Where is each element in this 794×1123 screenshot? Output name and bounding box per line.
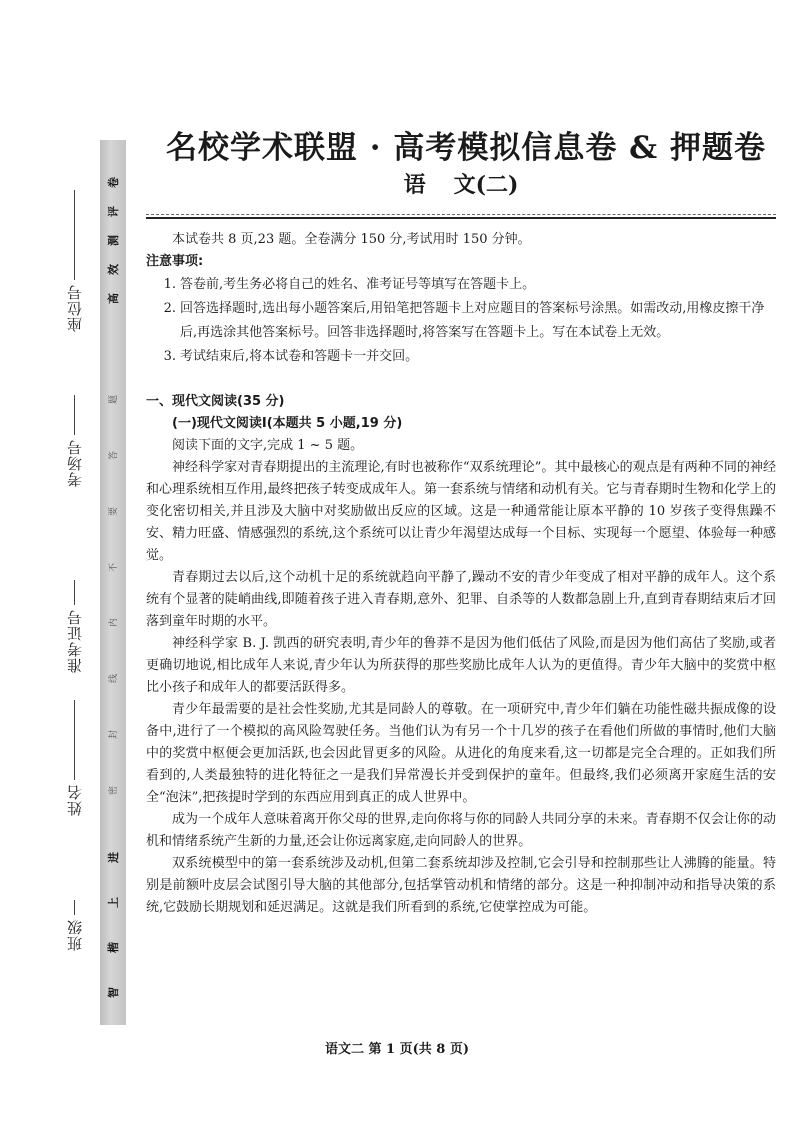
seal-char: 题 xyxy=(109,394,120,405)
notice-text: 考试结束后,将本试卷和答题卡一并交回。 xyxy=(180,349,419,364)
fill-line xyxy=(74,190,75,280)
fill-line xyxy=(74,900,75,915)
passage-paragraph: 双系统模型中的第一套系统涉及动机,但第二套系统却涉及控制,它会引导和控制那些让人沸腾的能量。特别是前额叶皮层会试图引导大脑的其他部分,包括掌管动机和情绪的部分。这是一种抑制冲动和指导决策的系统,它鼓励长期规划和延迟满足。这就是我们所看到的系统,它使掌控成为可能。 xyxy=(146,856,776,915)
fill-line xyxy=(74,700,75,780)
seal-char: 内 xyxy=(109,618,120,628)
passage-paragraph: 青春期过去以后,这个动机十足的系统就趋向平静了,躁动不安的青少年变成了相对平静的成年人。这个系统有个显著的陡峭曲线,即随着孩子进入青春期,意外、犯罪、自杀等的人数都急剧上升,直到青春期结束后才回落到童年时期的水平。 xyxy=(146,570,776,629)
ticket-number-label: 准考证号 xyxy=(66,609,84,673)
fill-line xyxy=(74,395,75,435)
class-field[interactable] xyxy=(64,900,85,951)
exam-room-label: 考场号 xyxy=(66,439,84,487)
ticket-number-field[interactable] xyxy=(64,580,85,673)
strip-char: 楷 xyxy=(106,942,120,953)
seal-line-notice xyxy=(108,395,122,795)
notice-list xyxy=(146,273,776,369)
strip-char: 卷 xyxy=(106,177,120,188)
divider-dashed xyxy=(146,214,776,215)
strip-char: 智 xyxy=(106,987,120,998)
fill-line xyxy=(74,580,75,605)
subsection-heading: (一)现代文阅读Ⅰ(本题共 5 小题,19 分) xyxy=(172,416,403,431)
exam-title: 名校学术联盟 · 高考模拟信息卷 & 押题卷 xyxy=(166,130,766,166)
notice-number: 2. xyxy=(163,301,176,316)
passage-paragraph: 神经科学家 B. J. 凯西的研究表明,青少年的鲁莽不是因为他们低估了风险,而是因为他们高估了奖励,或者更确切地说,相比成年人来说,青少年认为所获得的那些奖励比成年人认为的更值得。青少年大脑中的奖赏中枢比小孩子和成年人的都要活跃得多。 xyxy=(146,636,776,695)
strip-char: 上 xyxy=(106,897,120,908)
strip-char: 评 xyxy=(106,206,120,217)
seal-char: 密 xyxy=(109,785,120,795)
seal-char: 答 xyxy=(109,450,120,460)
exam-intro: 本试卷共 8 页,23 题。全卷满分 150 分,考试用时 150 分钟。 xyxy=(172,232,531,247)
seat-number-field[interactable] xyxy=(64,190,85,332)
reading-instruction: 阅读下面的文字,完成 1 ~ 5 题。 xyxy=(172,438,364,453)
notice-text: 回答选择题时,选出每小题答案后,用铅笔把答题卡上对应题目的答案标号涂黑。如需改动,用橡皮擦干净后,再选涂其他答案标号。回答非选择题时,将答案写在答题卡上。写在本试卷上无效。 xyxy=(180,301,765,340)
notice-text: 答卷前,考生务必将自己的姓名、准考证号等填写在答题卡上。 xyxy=(180,277,536,292)
seal-char: 要 xyxy=(109,506,120,516)
seal-char: 不 xyxy=(109,562,120,572)
strip-char: 测 xyxy=(106,235,120,246)
notice-number: 1. xyxy=(163,277,176,292)
notice-heading: 注意事项: xyxy=(146,254,204,269)
seat-number-label: 座位号 xyxy=(66,284,84,332)
name-field[interactable] xyxy=(64,700,85,816)
notice-item xyxy=(146,297,776,345)
strip-block-bottom xyxy=(100,835,126,1015)
name-label: 姓名 xyxy=(66,784,84,816)
page-footer: 语文二 第 1 页(共 8 页) xyxy=(324,1042,470,1057)
exam-room-field[interactable] xyxy=(64,395,85,487)
exam-page-content xyxy=(146,128,776,919)
class-label: 班级 xyxy=(66,919,84,951)
subject-title-a: 语 xyxy=(403,172,426,198)
section-heading: 一、现代文阅读(35 分) xyxy=(146,394,285,409)
seal-char: 封 xyxy=(109,730,120,740)
subject-title xyxy=(146,170,776,200)
passage-paragraph: 成为一个成年人意味着离开你父母的世界,走向你将与你的同龄人共同分享的未来。青春期不仅会让你的动机和情绪系统产生新的力量,还会让你远离家庭,走向同龄人的世界。 xyxy=(146,812,776,849)
passage-paragraph: 青少年最需要的是社会性奖励,尤其是同龄人的尊敬。在一项研究中,青少年们躺在功能性磁共振成像的设备中,进行了一个模拟的高风险驾驶任务。当他们认为有另一个十几岁的孩子在看他们所做的事情时,他们大脑中的奖赏中枢便会更加活跃,也会因此冒更多的风险。从进化的角度来看,这一切都是完全合理的。正如我们所看到的,人类最独特的进化特征之一是我们异常漫长并受到保护的童年。但最终,我们必须离开家庭生活的安全“泡沫”,把孩提时学到的东西应用到真正的成人世界中。 xyxy=(146,702,776,805)
strip-char: 效 xyxy=(106,264,120,275)
notice-item xyxy=(146,345,776,369)
notice-number: 3. xyxy=(163,349,176,364)
seal-char: 线 xyxy=(109,674,120,684)
strip-block-top xyxy=(100,168,126,313)
notice-item xyxy=(146,273,776,297)
strip-char: 高 xyxy=(106,293,120,304)
divider-solid xyxy=(146,217,776,219)
subject-title-b: 文(二) xyxy=(453,172,519,198)
strip-char: 进 xyxy=(106,852,120,863)
passage-paragraph: 神经科学家对青春期提出的主流理论,有时也被称作“双系统理论”。其中最核心的观点是有两种不同的神经和心理系统相互作用,最终把孩子转变成成年人。第一套系统与情绪和动机有关。它与青春期时生物和化学上的变化密切相关,并且涉及大脑中对奖励做出反应的区域。这是一种通常能让原本平静的 10 岁孩子变得焦躁不安、精力旺盛、情感强烈的系统,这个系统可以让青少年渴望达成每一个目标、实现每一个愿望、体验每一种感觉。 xyxy=(146,460,776,563)
